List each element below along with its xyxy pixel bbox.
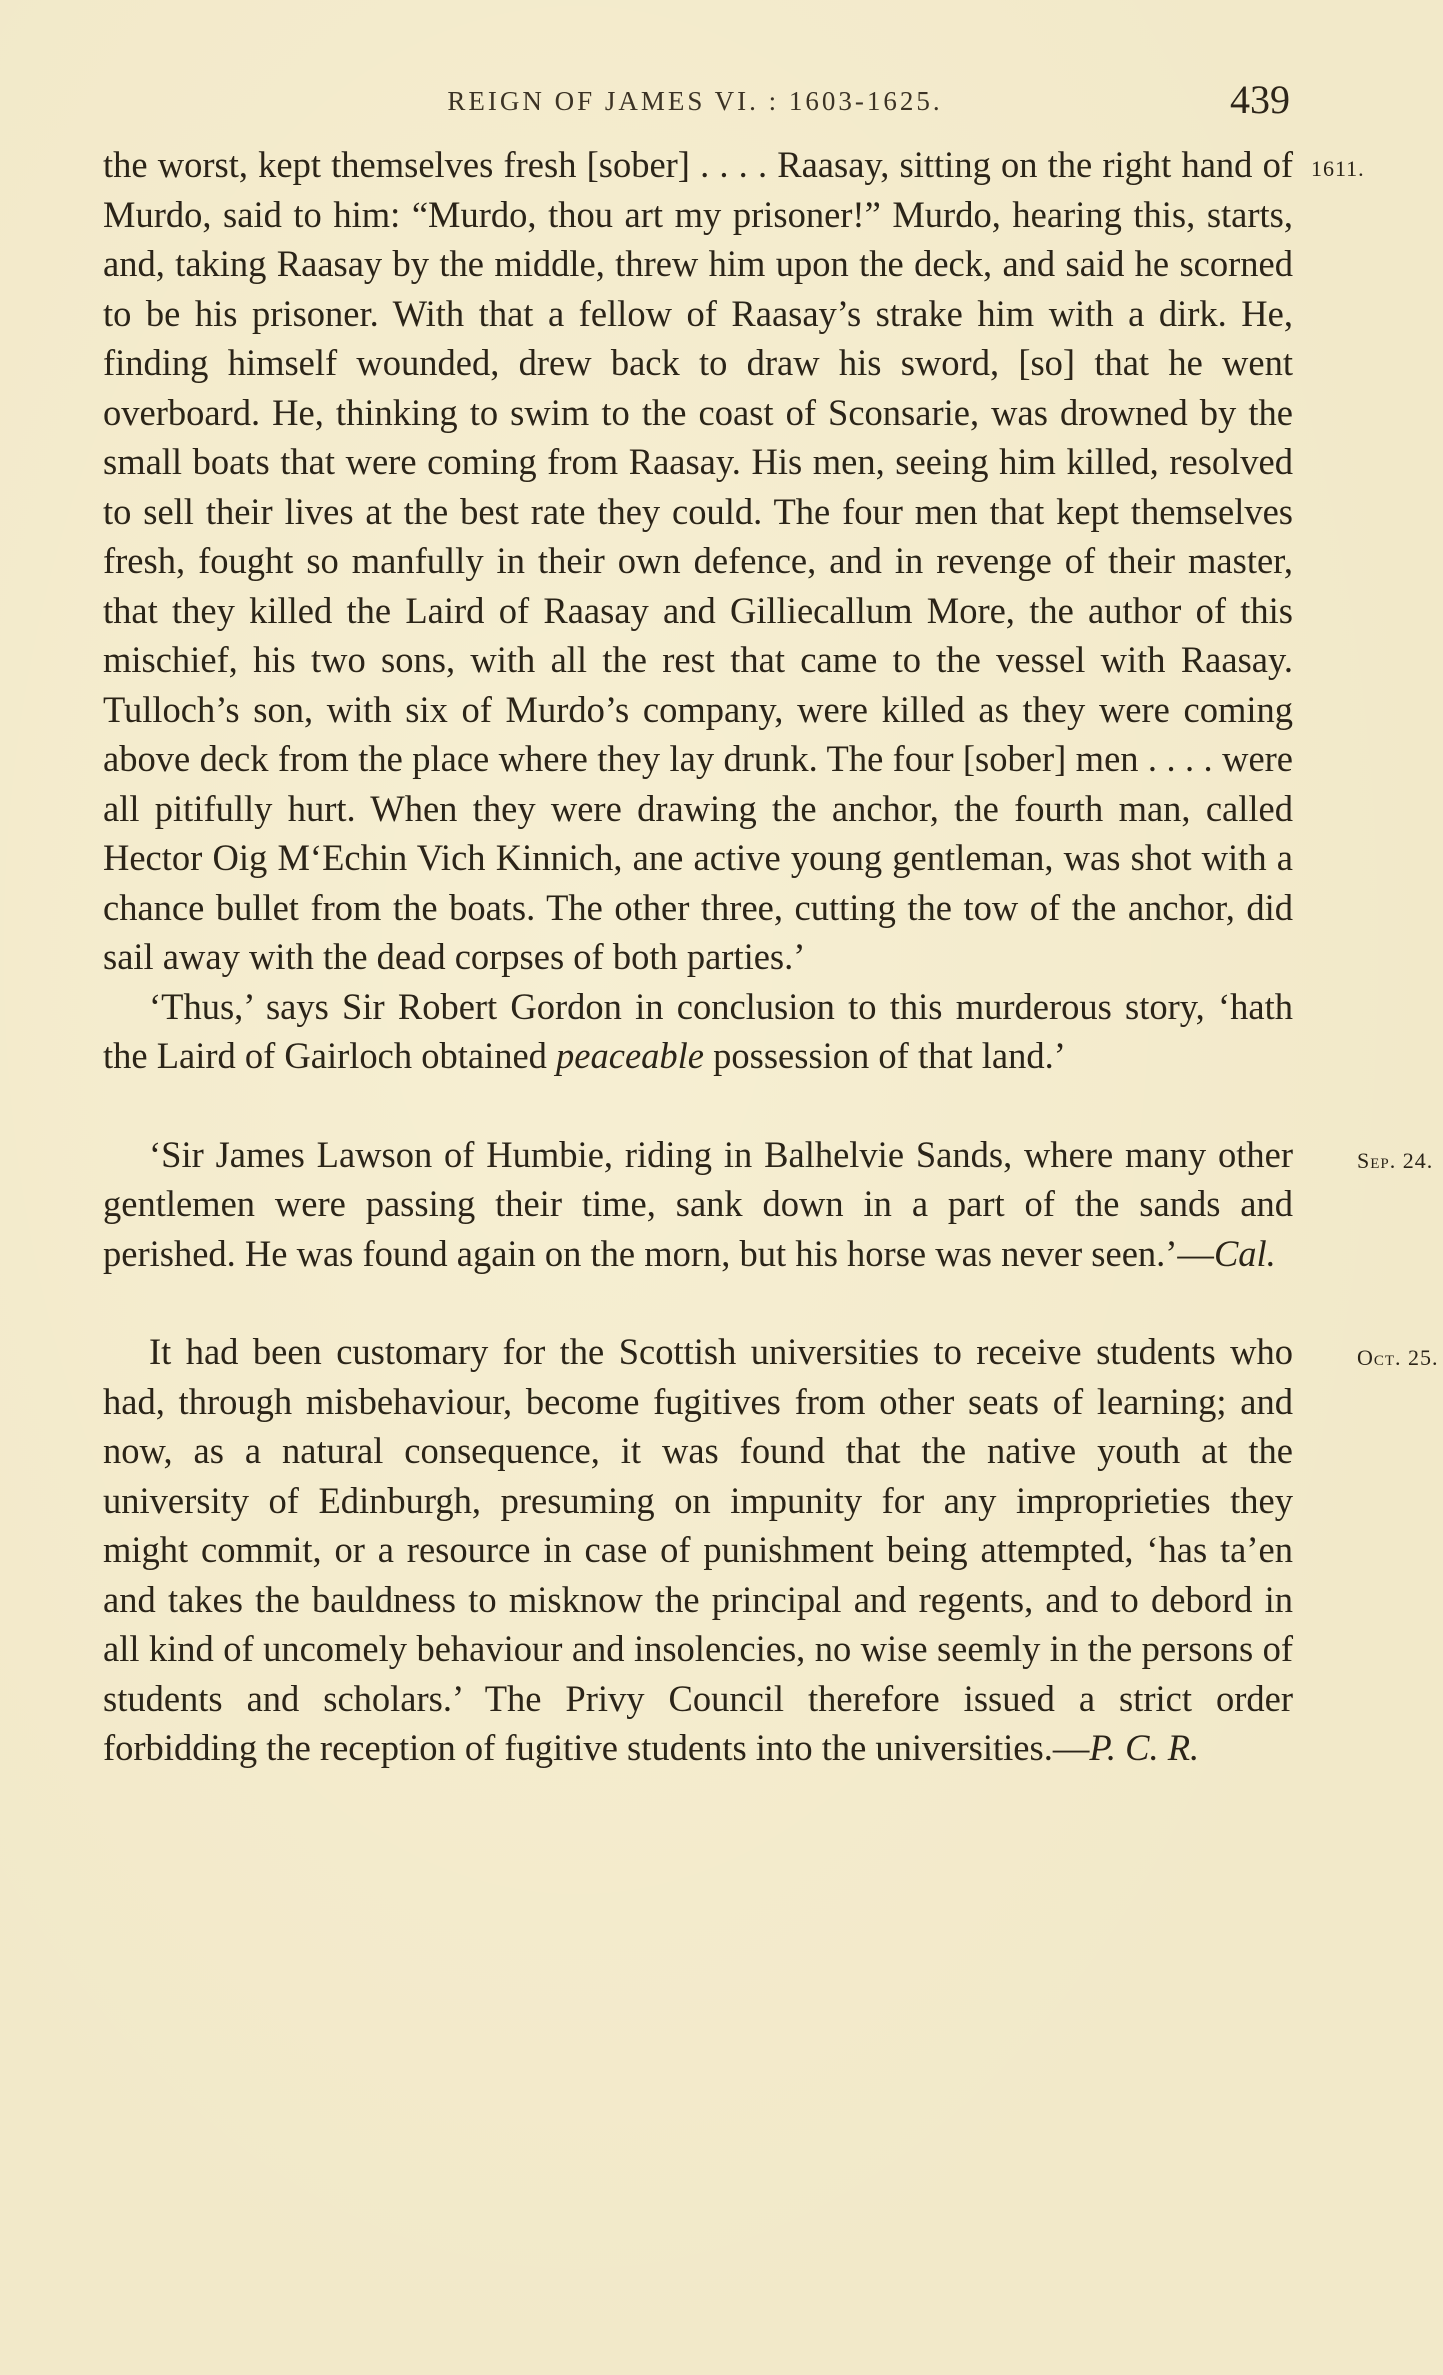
paragraph-lawson-humbie	[103, 1130, 1434, 1279]
margin-date-note: Oct. 25.	[1357, 1345, 1439, 1370]
paragraph-text: It had been customary for the Scottish universities to receive students who had, through misbehaviour, become fugitives from other seats of learning; and now, as a natural consequence, it was found that the native youth at the university of Edinburgh, presuming on impunity for any improprieties they might commit, or a resource in case of punishment being attempted, ‘has ta’en and takes the bauldness to misknow the principal and regents, and to debord in all kind of uncomely behaviour and insolencies, no wise seemly in the persons of students and scholars.’ The Privy Council therefore issued a strict order forbidding the reception of fugitive students into the universities.—	[103, 1331, 1293, 1768]
paragraph-gordon-conclusion	[103, 982, 1293, 1081]
source-citation: P. C. R.	[1089, 1727, 1200, 1768]
paragraph-fugitive-students	[103, 1327, 1439, 1773]
margin-year-note: 1611.	[1311, 156, 1365, 181]
paragraph-raasay-narrative	[103, 140, 1365, 982]
paragraph-text-end: possession of that land.’	[704, 1035, 1066, 1076]
page-number: 439	[1230, 77, 1290, 122]
paragraph-text-start: ‘Thus,’ says Sir Robert Gordon in conclusion to this murderous story, ‘hath the Laird of Gairloch obtained	[103, 985, 1293, 1076]
running-head	[100, 76, 1290, 136]
source-citation: Cal.	[1213, 1232, 1276, 1274]
running-title: REIGN OF JAMES VI. : 1603-1625.	[447, 86, 943, 116]
paragraph-text: ‘Sir James Lawson of Humbie, riding in Balhelvie Sands, where many other gentlemen were passing their time, sank down in a part of the sands and perished. He was found again on the morn, but his horse was never seen.’—	[103, 1133, 1293, 1274]
italic-word: peaceable	[556, 1035, 704, 1076]
body-text	[103, 140, 1439, 1773]
margin-date-note: Sep. 24.	[1357, 1147, 1434, 1173]
paragraph-text: the worst, kept themselves fresh [sober] . . . . Raasay, sitting on the right hand of Murdo, said to him: “Murdo, thou art my prisoner!” Murdo, hearing this, starts, and, taking Raasay by the middle, threw him upon the deck, and said he scorned to be his prisoner. With that a fellow of Raasay’s strake him with a dirk. He, finding himself wounded, drew back to draw his sword, [so] that he went overboard. He, thinking to swim to the coast of Sconsarie, was drowned by the small boats that were coming from Raasay. His men, seeing him killed, resolved to sell their lives at the best rate they could. The four men that kept themselves fresh, fought so manfully in their own defence, and in revenge of their master, that they killed the Laird of Raasay and Gilliecallum More, the author of this mischief, his two sons, with all the rest that came to the vessel with Raasay. Tulloch’s son, with six of Murdo’s company, were killed as they were coming above deck from the place where they lay drunk. The four [sober] men . . . . were all pitifully hurt. When they were drawing the anchor, the fourth man, called Hector Oig M‘Echin Vich Kinnich, ane active young gentleman, was shot with a chance bullet from the boats. The other three, cutting the tow of the anchor, did sail away with the dead corpses of both parties.’	[103, 144, 1293, 977]
